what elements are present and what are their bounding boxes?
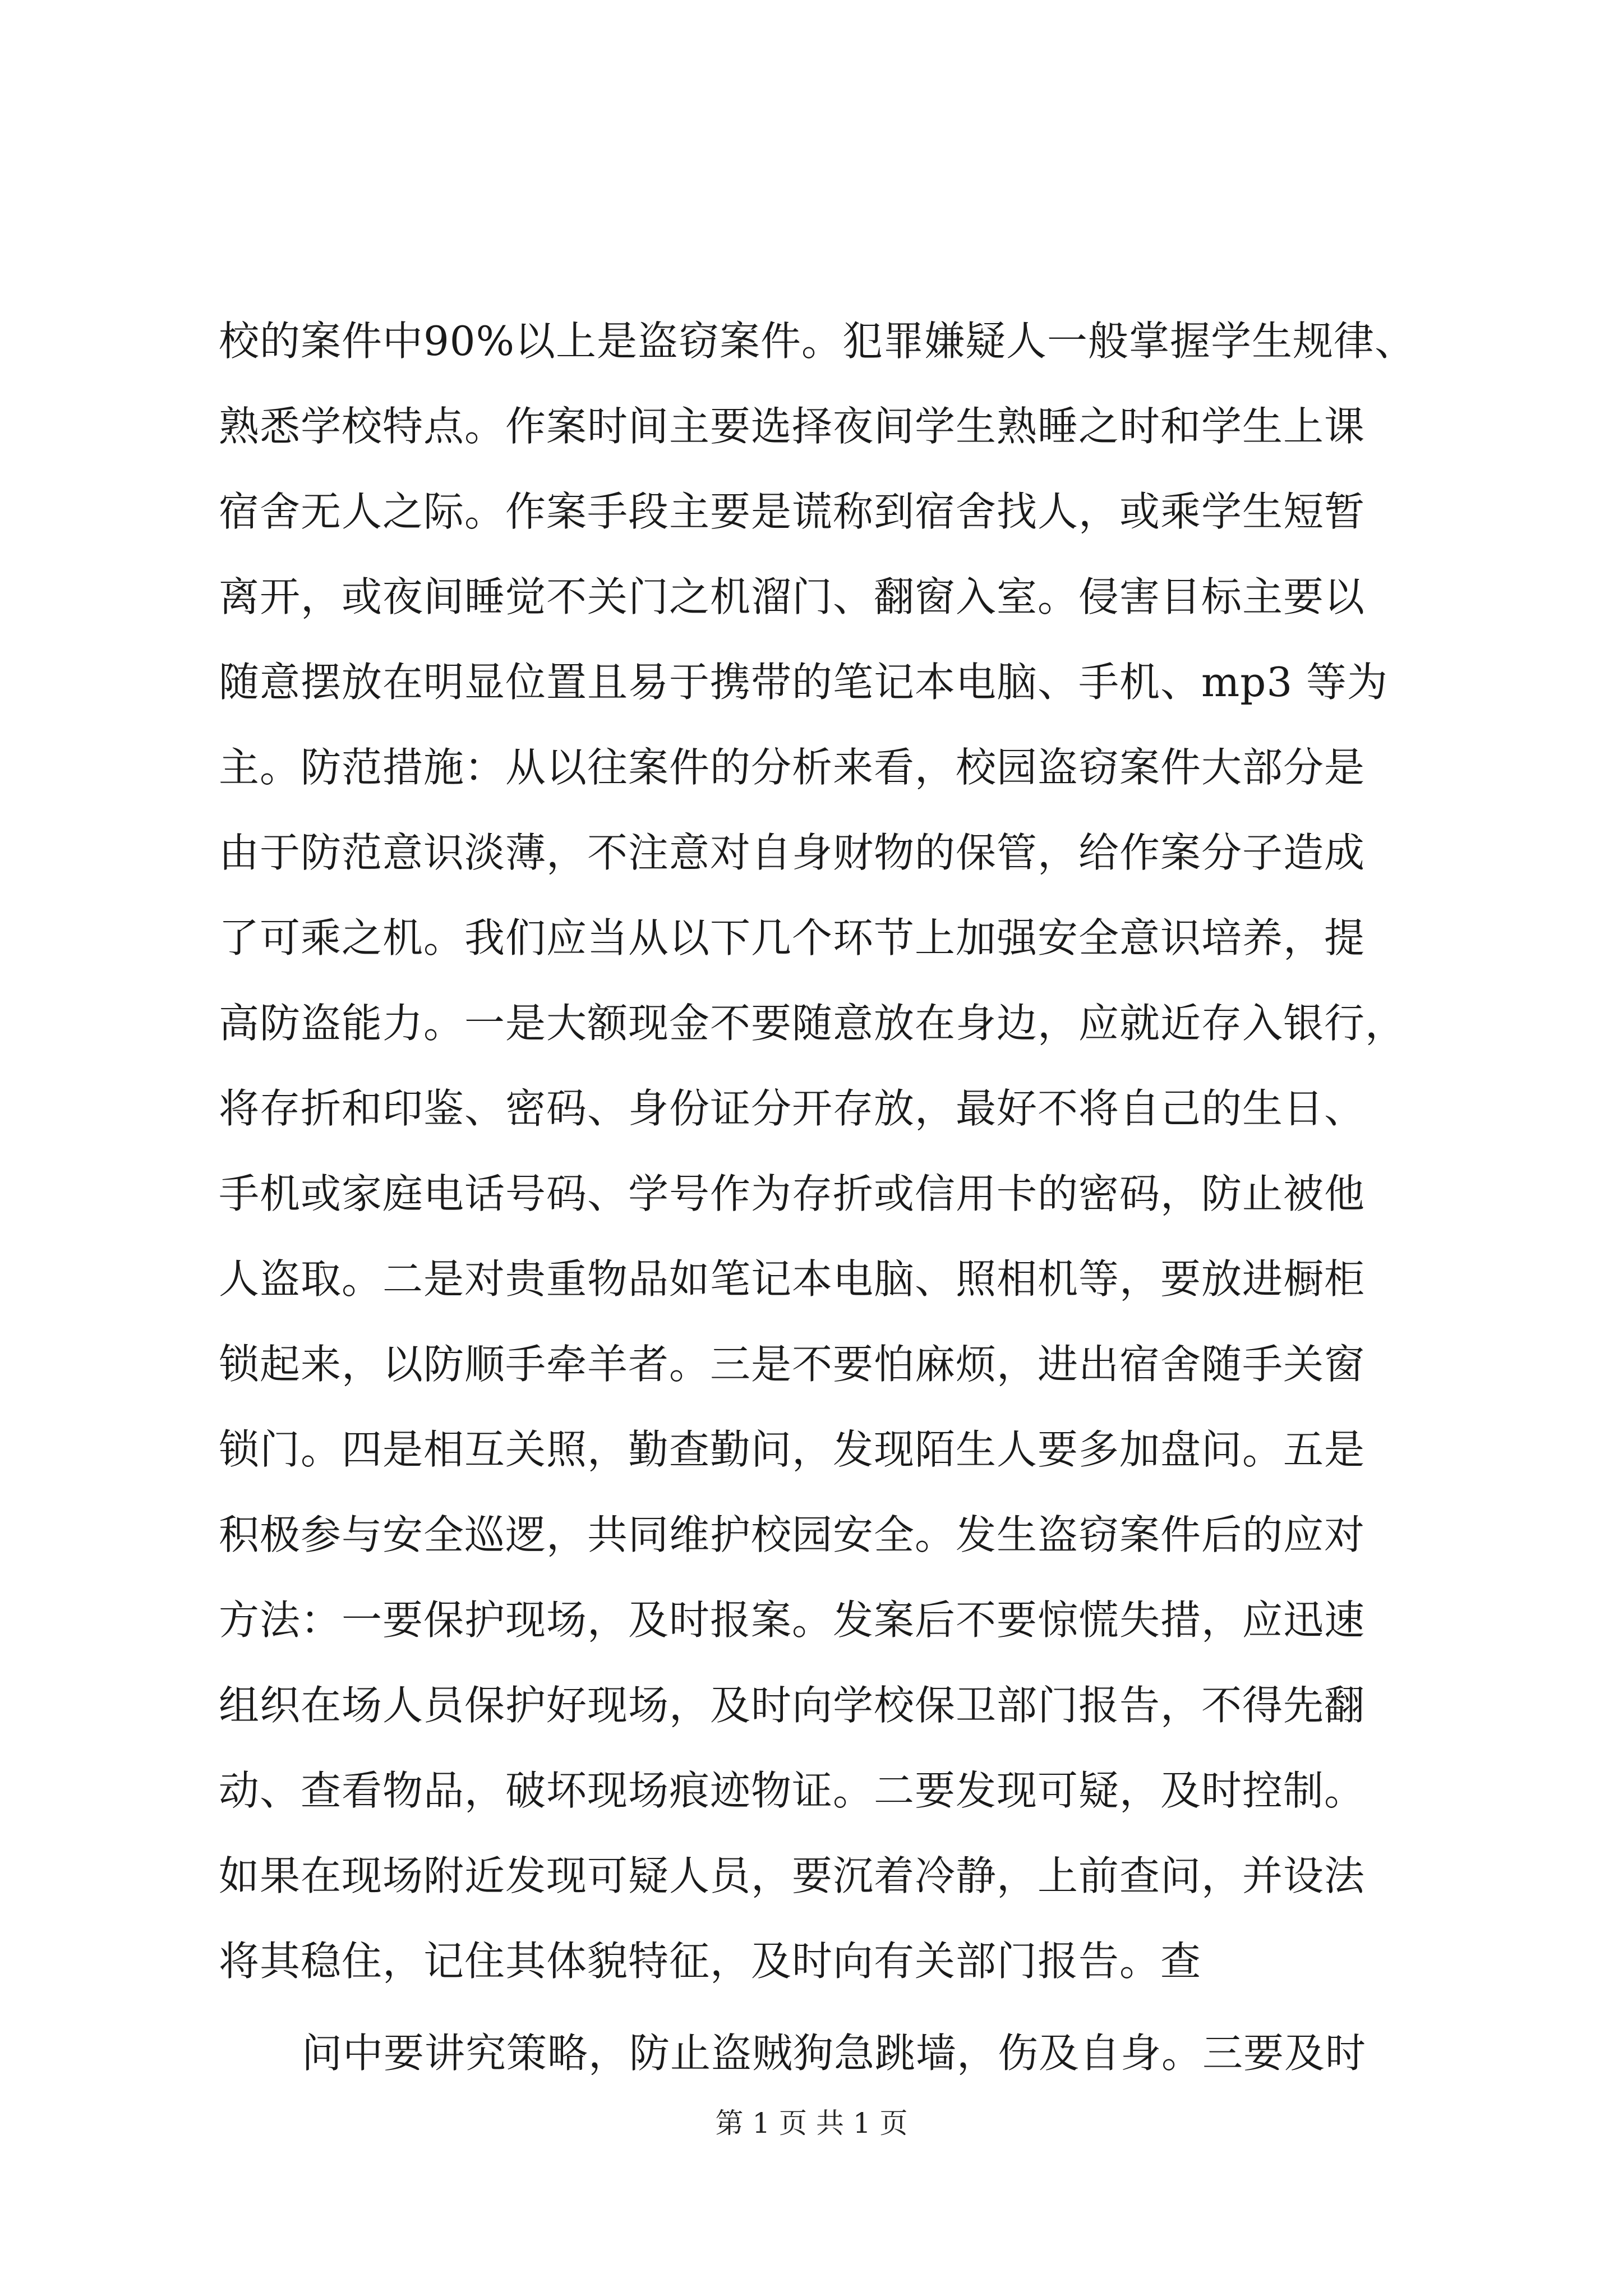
text-line: 离开，或夜间睡觉不关门之机溜门、翻窗入室。侵害目标主要以 bbox=[219, 573, 1366, 620]
text-line: 将其稳住，记住其体貌特征，及时向有关部门报告。查 bbox=[219, 1938, 1202, 1985]
text-line: 方法：一要保护现场，及时报案。发案后不要惊慌失措，应迅速 bbox=[219, 1596, 1366, 1644]
text-line: 锁起来，以防顺手牵羊者。三是不要怕麻烦，进出宿舍随手关窗 bbox=[219, 1341, 1366, 1388]
paragraph-gap bbox=[219, 2004, 1419, 2010]
text-line: 主。防范措施：从以往案件的分析来看，校园盗窃案件大部分是 bbox=[219, 744, 1366, 791]
page-footer bbox=[0, 2106, 1623, 2140]
text-line: 如果在现场附近发现可疑人员，要沉着冷静，上前查问，并设法 bbox=[219, 1852, 1366, 1899]
text-line: 熟悉学校特点。作案时间主要选择夜间学生熟睡之时和学生上课 bbox=[219, 403, 1366, 450]
indented-text-line: 问中要讲究策略，防止盗贼狗急跳墙，伤及自身。三要及时 bbox=[302, 2030, 1367, 2077]
text-line: 将存折和印鉴、密码、身份证分开存放，最好不将自己的生日、 bbox=[219, 1085, 1366, 1132]
text-line: 校的案件中90%以上是盗窃案件。犯罪嫌疑人一般掌握学生规律、 bbox=[219, 318, 1416, 365]
text-line: 宿舍无人之际。作案手段主要是谎称到宿舍找人，或乘学生短暂 bbox=[219, 488, 1366, 535]
text-line: 积极参与安全巡逻，共同维护校园安全。发生盗窃案件后的应对 bbox=[219, 1511, 1366, 1558]
text-line: 人盗取。二是对贵重物品如笔记本电脑、照相机等，要放进橱柜 bbox=[219, 1255, 1366, 1303]
text-line: 高防盗能力。一是大额现金不要随意放在身边，应就近存入银行， bbox=[219, 1000, 1407, 1047]
text-line: 由于防范意识淡薄，不注意对自身财物的保管，给作案分子造成 bbox=[219, 829, 1366, 876]
text-line: 了可乘之机。我们应当从以下几个环节上加强安全意识培养，提 bbox=[219, 914, 1366, 961]
text-line: 锁门。四是相互关照，勤查勤问，发现陌生人要多加盘问。五是 bbox=[219, 1426, 1366, 1473]
body-text bbox=[219, 298, 1419, 2096]
text-line: 随意摆放在明显位置且易于携带的笔记本电脑、手机、mp3 等为 bbox=[219, 659, 1389, 706]
text-line: 手机或家庭电话号码、学号作为存折或信用卡的密码，防止被他 bbox=[219, 1170, 1366, 1217]
text-line: 组织在场人员保护好现场，及时向学校保卫部门报告，不得先翻 bbox=[219, 1682, 1366, 1729]
page-number-label: 第 1 页 共 1 页 bbox=[715, 2107, 908, 2139]
text-line: 动、查看物品，破坏现场痕迹物证。二要发现可疑，及时控制。 bbox=[219, 1767, 1366, 1814]
